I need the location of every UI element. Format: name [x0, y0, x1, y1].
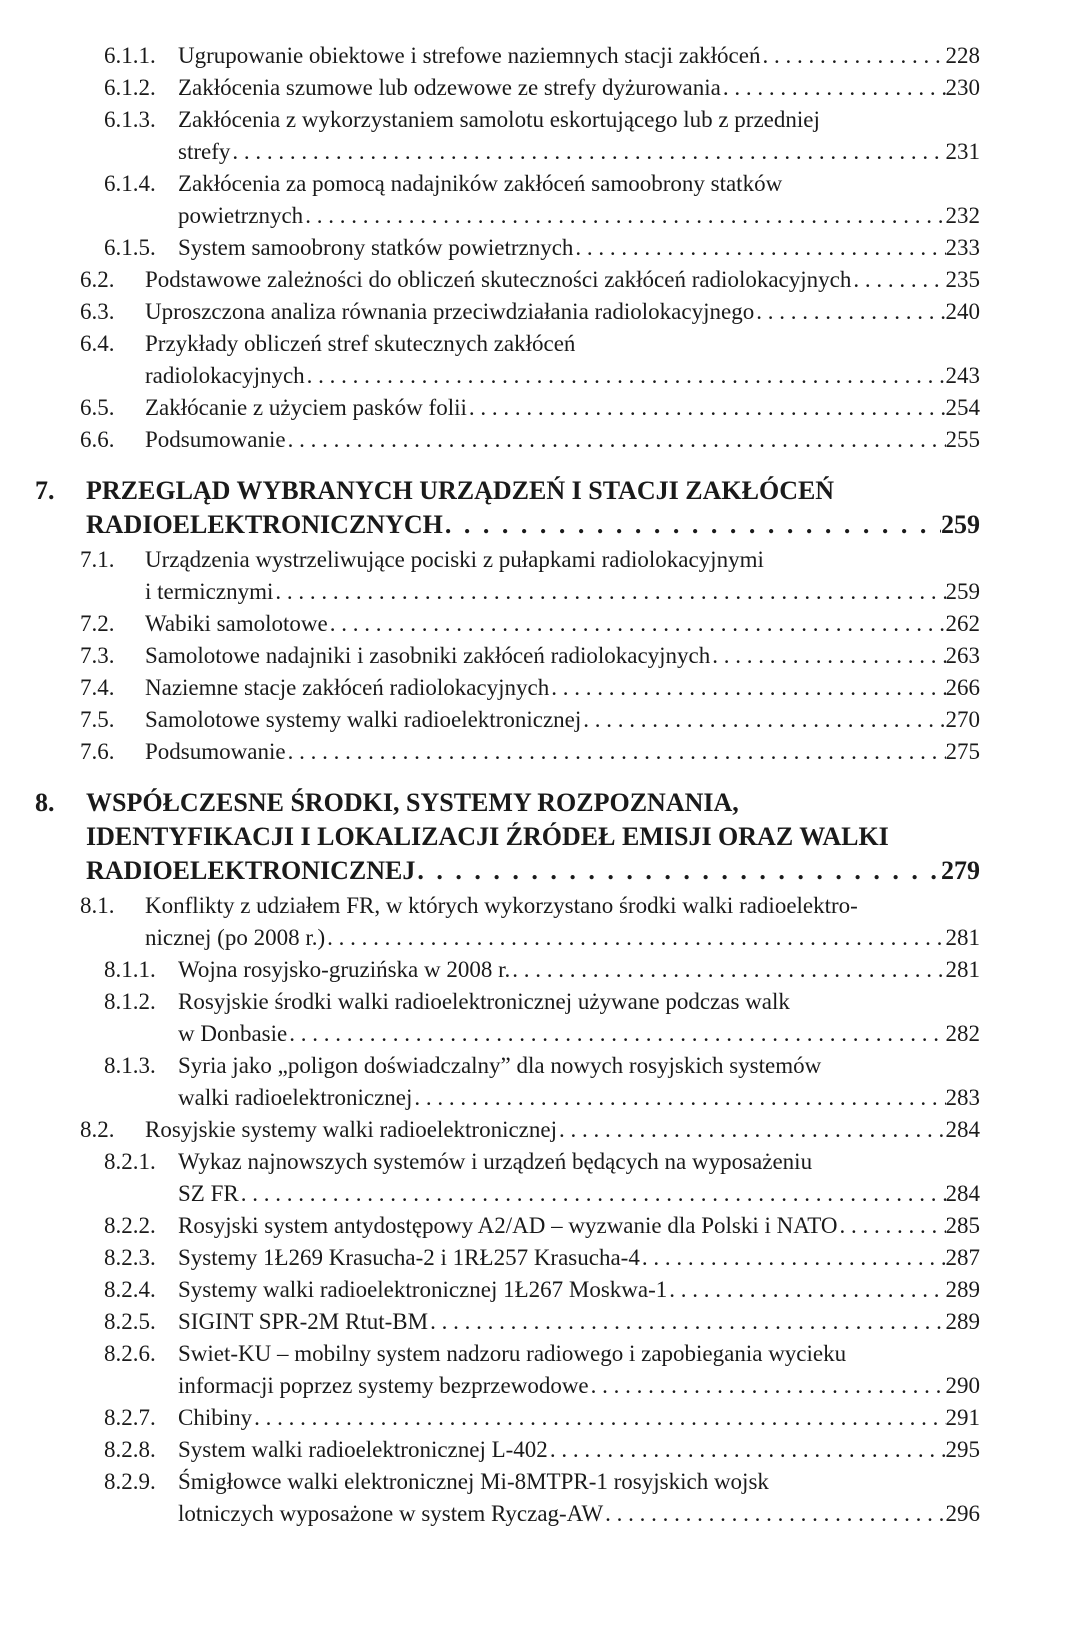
toc-entry-number: 7.6. [80, 739, 115, 764]
toc-entry-title: Zakłócenia za pomocą nadajników zakłóceń samoobrony statków [178, 171, 783, 196]
toc-entry-title: Uproszczona analiza równania przeciwdziałania radiolokacyjnego [145, 299, 755, 324]
dot-leader [640, 1242, 946, 1274]
toc-entry-title: Zakłócenia z wykorzystaniem samolotu eskortującego lub z przedniej [178, 107, 820, 132]
toc-entry-number: 7.3. [80, 643, 115, 668]
toc-entry-number: 8.2.4. [104, 1277, 156, 1302]
toc-entry-title: Podsumowanie [145, 739, 286, 764]
toc-entry-number: 6.1.4. [104, 171, 156, 196]
dot-leader [412, 1082, 945, 1114]
dot-leader [851, 264, 945, 296]
dot-leader [838, 1210, 946, 1242]
toc-entry-number: 6.3. [80, 299, 115, 324]
toc-page-number[interactable]: 281 [945, 957, 980, 982]
toc-entry-number: 7.2. [80, 611, 115, 636]
toc-entry-title: SIGINT SPR-2M Rtut-BM [178, 1309, 429, 1334]
toc-page-number[interactable]: 281 [945, 925, 980, 950]
toc-page-number[interactable]: 295 [945, 1437, 980, 1462]
toc-entry-number: 6.1.3. [104, 107, 156, 132]
toc-page-number[interactable]: 232 [945, 203, 980, 228]
toc-entry-title: Zakłócanie z użyciem pasków folii [145, 395, 467, 420]
toc-entry-title: Wabiki samolotowe [145, 611, 328, 636]
toc-page-number[interactable]: 296 [945, 1501, 980, 1526]
toc-page-number[interactable]: 283 [945, 1085, 980, 1110]
toc-entry-number: 8.2.7. [104, 1405, 156, 1430]
toc-entry-number: 8. [35, 788, 55, 817]
toc-page-number[interactable]: 231 [945, 139, 980, 164]
toc-entry-title: Samolotowe nadajniki i zasobniki zakłóceń radiolokacyjnych [145, 643, 711, 668]
toc-entry-title: Ugrupowanie obiektowe i strefowe naziemnych stacji zakłóceń [178, 43, 761, 68]
toc-page-number[interactable]: 230 [945, 75, 980, 100]
dot-leader [273, 576, 945, 608]
toc-entry-title: Urządzenia wystrzeliwujące pociski z pułapkami radiolokacyjnymi [145, 547, 764, 572]
toc-entry-title: walki radioelektronicznej [178, 1085, 413, 1110]
toc-entry-number: 8.1.1. [104, 957, 156, 982]
toc-entry-title: WSPÓŁCZESNE ŚRODKI, SYSTEMY ROZPOZNANIA, [86, 788, 739, 817]
toc-entry-title: Śmigłowce walki elektronicznej Mi-8MTPR-1 rosyjskich wojsk [178, 1469, 769, 1494]
toc-entry-title: Samolotowe systemy walki radioelektronicznej [145, 707, 582, 732]
toc-page-number[interactable]: 259 [941, 510, 980, 539]
dot-leader [287, 1018, 945, 1050]
toc-entry-title: System walki radioelektronicznej L-402 [178, 1437, 548, 1462]
toc-page-number[interactable]: 284 [945, 1181, 980, 1206]
toc-page-number[interactable]: 254 [945, 395, 980, 420]
toc-entry-number: 7. [35, 476, 55, 505]
toc-page-number[interactable]: 289 [945, 1309, 980, 1334]
toc-entry-number: 6.2. [80, 267, 115, 292]
toc-entry-title: lotniczych wyposażone w system Ryczag-AW [178, 1501, 604, 1526]
dot-leader [667, 1274, 945, 1306]
dot-leader [721, 72, 946, 104]
toc-page-number[interactable]: 291 [945, 1405, 980, 1430]
dot-leader [510, 954, 945, 986]
toc-page-number[interactable]: 243 [945, 363, 980, 388]
toc-entry-number: 8.1.3. [104, 1053, 156, 1078]
dot-leader [603, 1498, 945, 1530]
dot-leader [549, 672, 945, 704]
toc-entry-number: 8.2. [80, 1117, 115, 1142]
toc-entry-number: 7.5. [80, 707, 115, 732]
toc-entry-number: 6.6. [80, 427, 115, 452]
toc-page-number[interactable]: 235 [945, 267, 980, 292]
toc-page-number[interactable]: 270 [945, 707, 980, 732]
toc-entry-title: IDENTYFIKACJI I LOKALIZACJI ŹRÓDEŁ EMISJI ORAZ WALKI [86, 822, 889, 851]
toc-entry-title: strefy [178, 139, 231, 164]
dot-leader [305, 360, 946, 392]
toc-page-number[interactable]: 284 [945, 1117, 980, 1142]
dot-leader [754, 296, 945, 328]
dot-leader [589, 1370, 946, 1402]
toc-entry-title: Chibiny [178, 1405, 253, 1430]
dot-leader [415, 854, 941, 888]
toc-entry-title: PRZEGLĄD WYBRANYCH URZĄDZEŃ I STACJI ZAKŁÓCEŃ [86, 476, 835, 505]
dot-leader [286, 424, 946, 456]
toc-entry-title: informacji poprzez systemy bezprzewodowe [178, 1373, 589, 1398]
toc-page-number[interactable]: 263 [945, 643, 980, 668]
toc-entry-title: Podstawowe zależności do obliczeń skuteczności zakłóceń radiolokacyjnych [145, 267, 852, 292]
toc-entry-number: 6.1.5. [104, 235, 156, 260]
toc-page-number[interactable]: 259 [945, 579, 980, 604]
toc-page-number[interactable]: 275 [945, 739, 980, 764]
toc-entry-title: Naziemne stacje zakłóceń radiolokacyjnych [145, 675, 550, 700]
dot-leader [252, 1402, 945, 1434]
toc-entry-title: SZ FR [178, 1181, 239, 1206]
dot-leader [557, 1114, 946, 1146]
dot-leader [239, 1178, 946, 1210]
dot-leader [286, 736, 946, 768]
toc-entry-number: 8.2.8. [104, 1437, 156, 1462]
toc-entry-number: 8.2.2. [104, 1213, 156, 1238]
toc-entry-title: radiolokacyjnych [145, 363, 305, 388]
toc-entry-title: Podsumowanie [145, 427, 286, 452]
toc-page-number[interactable]: 287 [945, 1245, 980, 1270]
toc-entry-title: nicznej (po 2008 r.) [145, 925, 326, 950]
toc-entry-number: 7.1. [80, 547, 115, 572]
dot-leader [303, 200, 945, 232]
toc-entry-title: RADIOELEKTRONICZNEJ [86, 856, 416, 885]
toc-entry-title: Rosyjskie systemy walki radioelektronicznej [145, 1117, 557, 1142]
toc-entry-number: 8.2.6. [104, 1341, 156, 1366]
toc-entry-title: Wykaz najnowszych systemów i urządzeń będących na wyposażeniu [178, 1149, 813, 1174]
toc-page-number[interactable]: 266 [945, 675, 980, 700]
toc-entry-title: System samoobrony statków powietrznych [178, 235, 574, 260]
toc-entry-number: 6.1.2. [104, 75, 156, 100]
toc-entry-number: 6.1.1. [104, 43, 156, 68]
dot-leader [428, 1306, 945, 1338]
toc-entry-number: 7.4. [80, 675, 115, 700]
toc-page-number[interactable]: 279 [941, 856, 980, 885]
toc-page-number[interactable]: 262 [945, 611, 980, 636]
toc-page-number[interactable]: 289 [945, 1277, 980, 1302]
dot-leader [443, 508, 941, 542]
toc-page-number[interactable]: 233 [945, 235, 980, 260]
toc-entry-title: w Donbasie [178, 1021, 288, 1046]
toc-entry-title: Swiet-KU – mobilny system nadzoru radiowego i zapobiegania wycieku [178, 1341, 847, 1366]
dot-leader [573, 232, 945, 264]
toc-entry-number: 8.2.9. [104, 1469, 156, 1494]
toc-page-number[interactable]: 282 [945, 1021, 980, 1046]
toc-entry-title: Systemy 1Ł269 Krasucha-2 i 1RŁ257 Krasucha-4 [178, 1245, 640, 1270]
toc-entry-title: Rosyjski system antydostępowy A2/AD – wyzwanie dla Polski i NATO [178, 1213, 838, 1238]
toc-page-number[interactable]: 255 [945, 427, 980, 452]
toc-entry-title: Wojna rosyjsko-gruzińska w 2008 r. [178, 957, 511, 982]
dot-leader [325, 922, 945, 954]
toc-entry-number: 8.2.1. [104, 1149, 156, 1174]
toc-entry-number: 8.2.5. [104, 1309, 156, 1334]
toc-page-number[interactable]: 228 [945, 43, 980, 68]
dot-leader [710, 640, 945, 672]
dot-leader [328, 608, 946, 640]
toc-entry-title: RADIOELEKTRONICZNYCH [86, 510, 443, 539]
dot-leader [548, 1434, 946, 1466]
dot-leader [230, 136, 945, 168]
toc-entry-title: Rosyjskie środki walki radioelektronicznej używane podczas walk [178, 989, 790, 1014]
toc-entry-title: powietrznych [178, 203, 304, 228]
dot-leader [467, 392, 946, 424]
toc-entry-title: Syria jako „poligon doświadczalny” dla nowych rosyjskich systemów [178, 1053, 822, 1078]
toc-entry-title: Systemy walki radioelektronicznej 1Ł267 Moskwa-1 [178, 1277, 668, 1302]
toc-entry-title: Zakłócenia szumowe lub odzewowe ze strefy dyżurowania [178, 75, 721, 100]
toc-page-number[interactable]: 240 [945, 299, 980, 324]
toc-entry-number: 8.1. [80, 893, 115, 918]
toc-entry-title: Przykłady obliczeń stref skutecznych zakłóceń [145, 331, 576, 356]
toc-entry-number: 6.4. [80, 331, 115, 356]
toc-entry-number: 6.5. [80, 395, 115, 420]
toc-page-number[interactable]: 290 [945, 1373, 980, 1398]
dot-leader [760, 40, 945, 72]
toc-page-number[interactable]: 285 [945, 1213, 980, 1238]
toc-entry-number: 8.1.2. [104, 989, 156, 1014]
dot-leader [581, 704, 945, 736]
toc-entry-number: 8.2.3. [104, 1245, 156, 1270]
toc-entry-title: i termicznymi [145, 579, 274, 604]
toc-entry-title: Konflikty z udziałem FR, w których wykorzystano środki walki radioelektro- [145, 893, 858, 918]
